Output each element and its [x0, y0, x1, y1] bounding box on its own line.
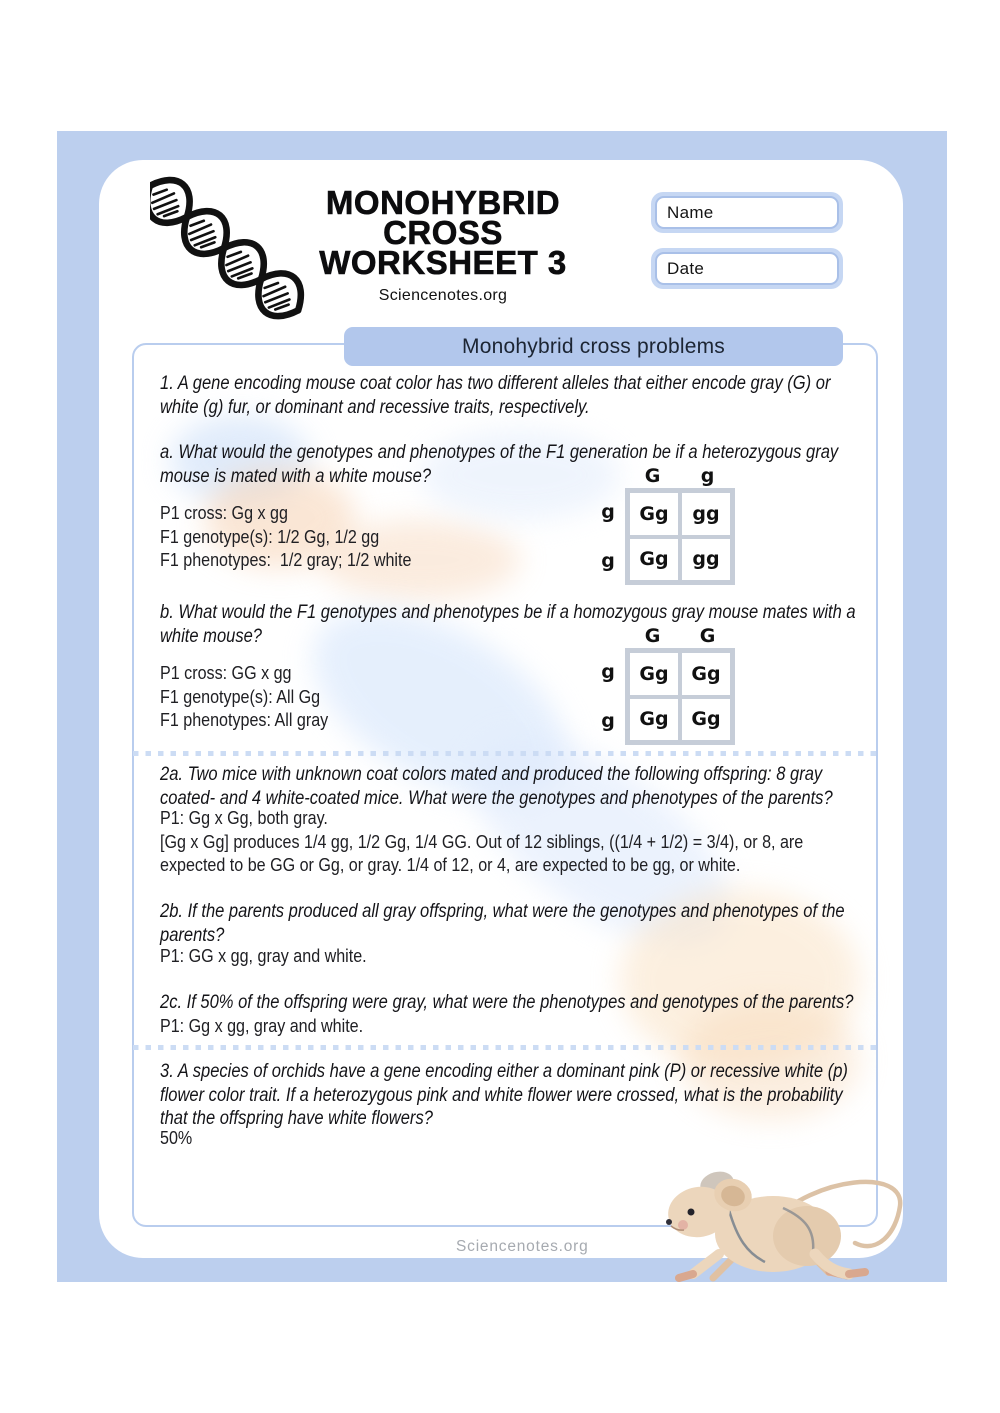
name-label: Name: [667, 202, 714, 222]
answer-line: F1 genotype(s): 1/2 Gg, 1/2 gg: [160, 525, 380, 547]
problem-1b-answer: [160, 661, 876, 732]
punnett-col-header: G: [699, 625, 716, 647]
name-input[interactable]: [655, 196, 839, 229]
question-line: 1. A gene encoding mouse coat color has two different alleles that either encode gray (G) or: [160, 373, 831, 394]
answer-line: expected to be GG or Gg, or gray. 1/4 of 12, or 4, are expected to be gg, or white.: [160, 854, 741, 875]
answer-line: P1: Gg x Gg, both gray.: [160, 807, 328, 828]
problem-2a-question: [160, 763, 876, 810]
question-line: 2c. If 50% of the offspring were gray, what were the phenotypes and genotypes of the parents?: [160, 992, 854, 1013]
punnett-cell: Gg: [630, 539, 678, 581]
problem-2a-answer: [160, 806, 876, 877]
section-banner: [344, 327, 843, 366]
question-line: flower color trait. If a heterozygous pink and white flower were crossed, what is the probability: [160, 1084, 843, 1106]
punnett-cell: Gg: [682, 699, 730, 741]
punnett-cell: Gg: [630, 653, 678, 695]
title-line: WORKSHEET 3: [319, 244, 567, 281]
section-separator: [133, 1045, 878, 1050]
punnett-row-header: g: [601, 549, 615, 572]
problem-1a-question: [160, 441, 876, 488]
answer-line: P1: GG x gg, gray and white.: [160, 945, 367, 966]
answer-line: P1 cross: Gg x gg: [160, 502, 288, 523]
problem-2b-answer: [160, 944, 876, 968]
question-line: white (g) fur, or dominant and recessive traits, respectively.: [160, 396, 590, 418]
section-separator: [133, 751, 878, 756]
punnett-grid: [625, 648, 735, 745]
answer-line: F1 genotype(s): All Gg: [160, 685, 321, 707]
problem-2c-question: [160, 991, 876, 1015]
punnett-row-header: g: [601, 501, 615, 524]
question-line: that the offspring have white flowers?: [160, 1108, 433, 1129]
answer-line: [Gg x Gg] produces 1/4 gg, 1/2 Gg, 1/4 GG. Out of 12 siblings, ((1/4 + 1/2) = 3/4), or 8, are: [160, 830, 804, 852]
punnett-square-1: [597, 466, 737, 588]
punnett-cell: gg: [682, 493, 730, 535]
question-line: b. What would the F1 genotypes and phenotypes be if a homozygous gray mouse mates with a: [160, 602, 856, 623]
answer-line: F1 phenotypes: 1/2 gray; 1/2 white: [160, 549, 412, 570]
punnett-cell: Gg: [630, 699, 678, 741]
punnett-cell: Gg: [630, 493, 678, 535]
problem-1b-question: [160, 601, 876, 648]
punnett-row-header: g: [601, 661, 615, 684]
question-line: white mouse?: [160, 625, 262, 647]
date-label: Date: [667, 258, 705, 278]
problem-2c-answer: [160, 1014, 876, 1038]
date-field[interactable]: [651, 248, 843, 289]
problem-3-question: [160, 1060, 876, 1131]
problem-1-question: [160, 372, 876, 419]
title-line: CROSS: [383, 214, 503, 251]
name-field[interactable]: [651, 192, 843, 233]
footer-site-text: Sciencenotes.org: [456, 1238, 589, 1255]
mouse-illustration: [655, 1168, 910, 1286]
punnett-grid: [625, 488, 735, 585]
dna-helix-icon: [150, 165, 335, 330]
section-banner-label: Monohybrid cross problems: [462, 334, 725, 358]
answer-line: F1 phenotypes: All gray: [160, 709, 329, 730]
problem-1a-answer: [160, 501, 876, 572]
punnett-col-header: G: [644, 465, 661, 487]
question-line: 2a. Two mice with unknown coat colors mated and produced the following offspring: 8 gray: [160, 764, 823, 785]
page-title: [318, 184, 568, 305]
question-line: 3. A species of orchids have a gene encoding either a dominant pink (P) or recessive white (p): [160, 1061, 848, 1082]
site-name: Sciencenotes.org: [378, 287, 508, 304]
problem-3-answer: [160, 1126, 876, 1150]
question-line: parents?: [160, 924, 225, 946]
question-line: coated- and 4 white-coated mice. What were the genotypes and phenotypes of the parents?: [160, 787, 833, 809]
answer-line: P1 cross: GG x gg: [160, 662, 292, 683]
question-line: 2b. If the parents produced all gray offspring, what were the genotypes and phenotypes of the: [160, 901, 845, 922]
punnett-row-header: g: [601, 709, 615, 732]
punnett-col-header: G: [644, 625, 661, 647]
title-line: MONOHYBRID: [325, 184, 561, 221]
answer-line: P1: Gg x gg, gray and white.: [160, 1015, 364, 1036]
punnett-cell: Gg: [682, 653, 730, 695]
date-input[interactable]: [655, 252, 839, 285]
punnett-col-header: g: [700, 465, 715, 487]
question-line: mouse is mated with a white mouse?: [160, 465, 432, 487]
problem-2b-question: [160, 900, 876, 947]
answer-line: 50%: [160, 1127, 193, 1148]
punnett-cell: gg: [682, 539, 730, 581]
question-line: a. What would the genotypes and phenotypes of the F1 generation be if a heterozygous gray: [160, 442, 839, 463]
punnett-square-2: [597, 626, 737, 748]
